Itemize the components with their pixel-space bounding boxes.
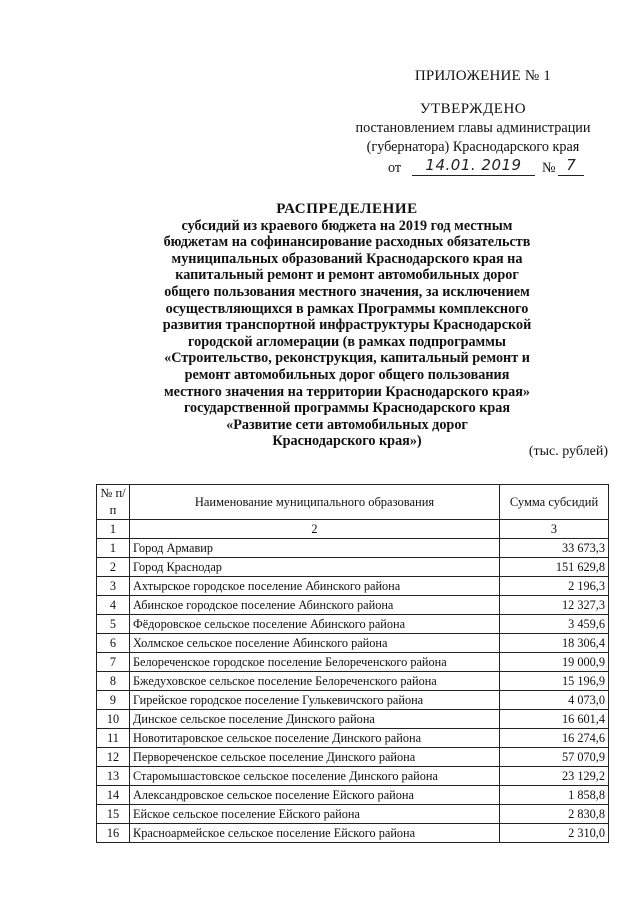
- cell-num: 15: [97, 805, 130, 824]
- cell-num: 12: [97, 748, 130, 767]
- table-row: [97, 615, 609, 634]
- heading-line: развития транспортной инфраструктуры Краснодарской: [162, 317, 532, 334]
- table-row: [97, 672, 609, 691]
- decree-date: 14.01. 2019: [412, 156, 535, 176]
- approved-title: УТВЕРЖДЕНО: [419, 101, 527, 117]
- cell-name: Город Краснодар: [130, 558, 500, 577]
- cell-num: 14: [97, 786, 130, 805]
- table-row: [97, 558, 609, 577]
- approved-line-2: (губернатора) Краснодарского края: [366, 139, 580, 155]
- document-title: РАСПРЕДЕЛЕНИЕ: [276, 201, 418, 217]
- table-cell: 3: [500, 520, 609, 539]
- table-row: [97, 729, 609, 748]
- cell-num: 9: [97, 691, 130, 710]
- table-row: [97, 596, 609, 615]
- table-row: [97, 710, 609, 729]
- cell-num: 2: [97, 558, 130, 577]
- subsidies-table: [96, 484, 609, 843]
- cell-num: 8: [97, 672, 130, 691]
- cell-sum: 15 196,9: [500, 672, 609, 691]
- cell-sum: 16 601,4: [500, 710, 609, 729]
- cell-sum: 2 196,3: [500, 577, 609, 596]
- header-sum: Сумма субсидий: [500, 485, 609, 520]
- cell-sum: 1 858,8: [500, 786, 609, 805]
- cell-sum: 23 129,2: [500, 767, 609, 786]
- heading-line: субсидий из краевого бюджета на 2019 год местным: [181, 217, 513, 234]
- cell-name: Белореченское городское поселение Белореченского района: [130, 653, 500, 672]
- cell-name: Фёдоровское сельское поселение Абинского района: [130, 615, 500, 634]
- decree-number: 7: [558, 156, 584, 176]
- cell-name: Ахтырское городское поселение Абинского района: [130, 577, 500, 596]
- column-index-row: [97, 520, 609, 539]
- cell-name: Старомышастовское сельское поселение Динского района: [130, 767, 500, 786]
- table-row: [97, 653, 609, 672]
- heading-line: осуществляющихся в рамках Программы комплексного: [165, 300, 529, 317]
- cell-name: Красноармейское сельское поселение Ейского района: [130, 824, 500, 843]
- cell-num: 5: [97, 615, 130, 634]
- table-row: [97, 767, 609, 786]
- decree-date-line: [330, 157, 616, 179]
- cell-num: 1: [97, 539, 130, 558]
- table-header-row: [97, 485, 609, 520]
- cell-name: Город Армавир: [130, 539, 500, 558]
- cell-num: 13: [97, 767, 130, 786]
- cell-sum: 33 673,3: [500, 539, 609, 558]
- table-row: [97, 824, 609, 843]
- cell-sum: 57 070,9: [500, 748, 609, 767]
- cell-sum: 4 073,0: [500, 691, 609, 710]
- cell-name: Абинское городское поселение Абинского района: [130, 596, 500, 615]
- table-row: [97, 691, 609, 710]
- heading-line: бюджетам на софинансирование расходных обязательств: [163, 234, 531, 251]
- heading-line: капитальный ремонт и ремонт автомобильных дорог: [175, 267, 519, 284]
- cell-num: 16: [97, 824, 130, 843]
- approved-line-1: постановлением главы администрации: [355, 120, 591, 136]
- number-label: №: [542, 160, 556, 176]
- cell-sum: 3 459,6: [500, 615, 609, 634]
- heading-line: «Строительство, реконструкция, капитальный ремонт и: [164, 350, 530, 367]
- units-label: (тыс. рублей): [528, 444, 608, 459]
- document-heading: [140, 201, 554, 450]
- cell-num: 10: [97, 710, 130, 729]
- cell-num: 4: [97, 596, 130, 615]
- cell-sum: 19 000,9: [500, 653, 609, 672]
- table-row: [97, 748, 609, 767]
- cell-num: 7: [97, 653, 130, 672]
- cell-num: 11: [97, 729, 130, 748]
- cell-num: 6: [97, 634, 130, 653]
- cell-sum: 16 274,6: [500, 729, 609, 748]
- heading-line: общего пользования местного значения, за исключением: [164, 283, 530, 300]
- heading-line: Краснодарского края»): [272, 433, 422, 450]
- header-number: № п/п: [97, 485, 130, 520]
- from-label: от: [388, 160, 402, 176]
- header-municipality: Наименование муниципального образования: [130, 485, 500, 520]
- heading-line: государственной программы Краснодарского края: [183, 400, 511, 417]
- table-cell: 1: [97, 520, 130, 539]
- table-row: [97, 577, 609, 596]
- cell-name: Гирейское городское поселение Гулькевичского района: [130, 691, 500, 710]
- heading-line: муниципальных образований Краснодарского края на: [171, 250, 523, 267]
- cell-num: 3: [97, 577, 130, 596]
- cell-sum: 2 310,0: [500, 824, 609, 843]
- approval-block: [330, 100, 616, 179]
- cell-name: Александровское сельское поселение Ейского района: [130, 786, 500, 805]
- cell-name: Бжедуховское сельское поселение Белореченского района: [130, 672, 500, 691]
- table-row: [97, 786, 609, 805]
- cell-sum: 12 327,3: [500, 596, 609, 615]
- cell-sum: 2 830,8: [500, 805, 609, 824]
- cell-sum: 18 306,4: [500, 634, 609, 653]
- cell-sum: 151 629,8: [500, 558, 609, 577]
- table-row: [97, 805, 609, 824]
- heading-line: городской агломерации (в рамках подпрограммы: [188, 333, 506, 350]
- table-cell: 2: [130, 520, 500, 539]
- cell-name: Динское сельское поселение Динского района: [130, 710, 500, 729]
- heading-line: «Развитие сети автомобильных дорог: [226, 416, 468, 433]
- cell-name: Ейское сельское поселение Ейского района: [130, 805, 500, 824]
- appendix-label: ПРИЛОЖЕНИЕ № 1: [414, 68, 551, 84]
- cell-name: Холмское сельское поселение Абинского района: [130, 634, 500, 653]
- heading-line: ремонт автомобильных дорог общего пользования: [184, 366, 510, 383]
- table-row: [97, 634, 609, 653]
- cell-name: Первореченское сельское поселение Динского района: [130, 748, 500, 767]
- cell-name: Новотитаровское сельское поселение Динского района: [130, 729, 500, 748]
- heading-line: местного значения на территории Краснодарского края»: [164, 383, 530, 400]
- table-row: [97, 539, 609, 558]
